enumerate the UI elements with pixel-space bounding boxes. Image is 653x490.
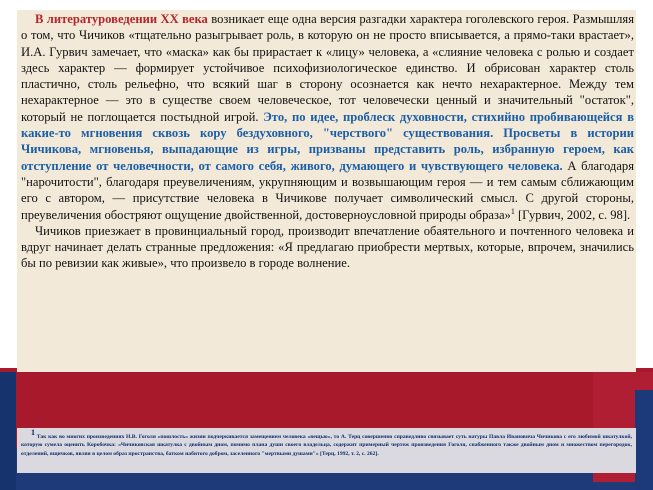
slide-main-text <box>17 11 636 272</box>
footnote-box <box>17 428 636 473</box>
highlighted-quote: Это, по идее, проблеск духовности, стихийно пробивающейся в какие-то мгновения сквозь кору бездуховного, "черствого" существования. Просветы в истории Чичикова, мгновенья, выпадающие из игры, призваны представить роль, избранную героем, как отступление от человечности, от самого себя, живого, думающего и чувствующего человека. <box>21 109 634 173</box>
decorative-left-blue-stripe <box>0 372 16 490</box>
paragraph-gurvich <box>21 11 634 223</box>
footnote-mark: 1 <box>31 428 35 438</box>
footnote-text: Так как во многих произведениях Н.В. Гоголя «пошлость» жизни подчеркивается замещением человека «вещью», то А. Терц совершенно справедливо связывает суть натуры Павла Ивановича Чичикова с его любимой шкатулкой, которую сумела оценить Коробочка: «Чичиковская шкатулка с двойным дном, помимо плана души своего владельца, содержит примерный чертеж произведения Гоголя, снабженного также двойным дном и множеством перегородок, отделений, ящичков, являя в целом образ пространства, батком набитого добром, заселенного "мертвыми душами"» [Терц, 1992, т. 2, с. 262]. <box>21 434 632 457</box>
paragraph-chichikov: Чичиков приезжает в провинциальный город, производит впечатление обаятельного и почтенного человека и вдруг начинает делать странные предложения: «Я предлагаю приобрести мертвых, которые, впрочем, значились бы по ревизии как живые», что произвело в городе волнение. <box>21 223 634 271</box>
footnote-reference: 1 <box>510 206 515 216</box>
footnote <box>21 428 632 458</box>
citation: [Гурвич, 2002, с. 98]. <box>514 207 631 222</box>
paragraph-text-b: А благодаря "нарочитости", благодаря преувеличениям, укрупняющим и возвышающим героя — и тем самым сближающим его с автором, — присутствие человека в Чичикове получает символический смысл. С другой стороны, преувеличения обостряют ощущение двойственной, достоверноусловной природы образа» <box>21 158 634 222</box>
decorative-right-blue-stripe <box>635 390 653 490</box>
lead-phrase: В литературоведении XX века <box>35 12 208 26</box>
paragraph-text-a: возникает еще одна версия разгадки характера гоголевского героя. Размышляя о том, что Чичиков «тщательно разыгрывает роль, в которую он не просто вписывается, а прямо-таки врастает», И.А. Гурвич замечает, что «маска» как бы прирастает к «лицу» человека, а «слияние человека с ролью и создает здесь характер — формирует устойчивое психофизиологическое единство. И обрисован характер столь пластично, столь рельефно, что всякий шаг в сторону осознается как нечто нехарактерное. Между тем нехарактерное — это в существе своем человеческое, тот человечески ценный и значительный "остаток", который не поглощается постыдной игрой. <box>21 12 634 124</box>
